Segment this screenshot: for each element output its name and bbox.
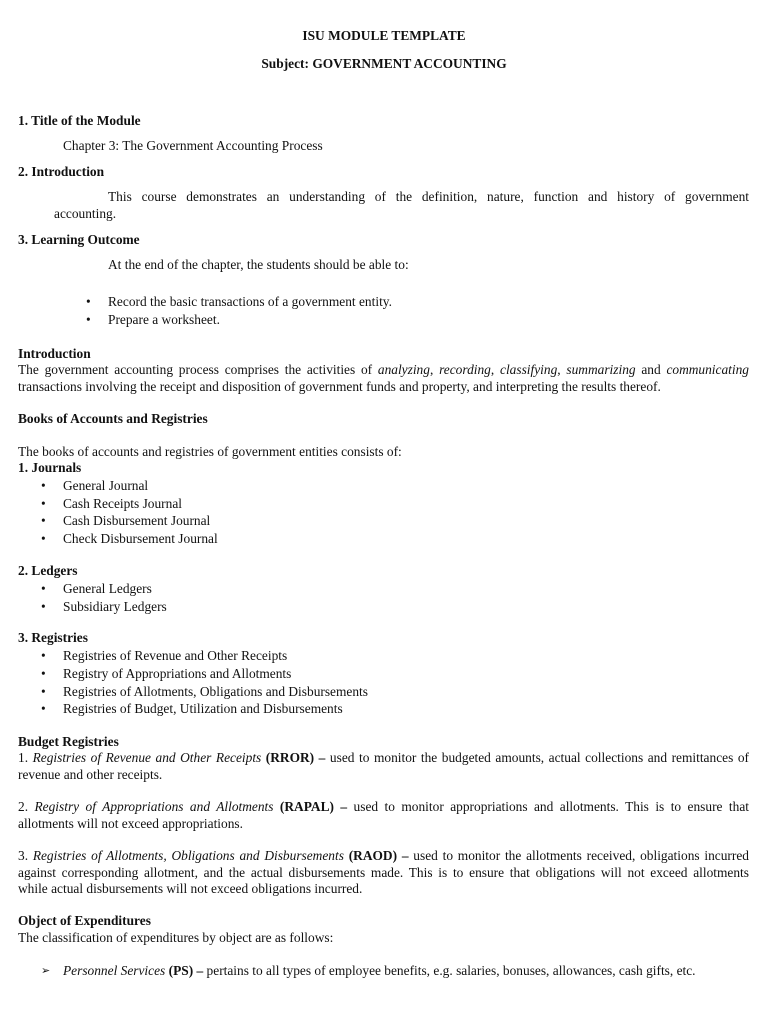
section-outcome-heading: 3. Learning Outcome	[18, 232, 140, 247]
books-lead: The books of accounts and registries of government entities consists of:	[18, 444, 402, 459]
introduction-heading: Introduction	[18, 346, 91, 361]
registry-item: • Registry of Appropriations and Allotments	[41, 666, 292, 681]
registry-item: • Registries of Budget, Utilization and Disbursements	[41, 701, 343, 716]
journals-heading: 1. Journals	[18, 460, 82, 475]
budget-item-3-line-2: against corresponding allotment, and the actual disbursements made. This is to ensure that obligations will not exceed allotments	[18, 865, 749, 880]
bullet-icon: •	[41, 478, 46, 493]
arrow-bullet-icon: ➢	[41, 964, 51, 977]
expenditures-heading: Object of Expenditures	[18, 913, 151, 928]
ledgers-heading: 2. Ledgers	[18, 563, 78, 578]
budget-item-2-line-2: allotments will not exceed appropriations.	[18, 816, 243, 831]
budget-item-1-line-2: revenue and other receipts.	[18, 767, 163, 782]
registry-item: • Registries of Allotments, Obligations and Disbursements	[41, 684, 368, 699]
outcome-lead: At the end of the chapter, the students should be able to:	[108, 257, 409, 272]
bullet-icon: •	[41, 513, 46, 528]
bullet-icon: •	[41, 684, 46, 699]
budget-item-2-line-1: 2. Registry of Appropriations and Allotments (RAPAL) – used to monitor appropriations and allotments. This is to ensure that	[18, 799, 750, 814]
bullet-icon: •	[41, 648, 46, 663]
ledger-item: • Subsidiary Ledgers	[41, 599, 167, 614]
intro-line-1: This course demonstrates an understanding of the definition, nature, function and history of government	[108, 189, 749, 204]
outcome-item: • Prepare a worksheet.	[86, 312, 220, 327]
outcome-item: • Record the basic transactions of a government entity.	[86, 294, 392, 309]
ledger-item: • General Ledgers	[41, 581, 152, 596]
journal-item: • Cash Receipts Journal	[41, 496, 183, 511]
budget-item-1-line-1: 1. Registries of Revenue and Other Receipts (RROR) – used to monitor the budgeted amounts, actual collections and remittances of	[18, 750, 749, 765]
expenditure-item: ➢ Personnel Services (PS) – pertains to all types of employee benefits, e.g. salaries, bonuses, allowances, cash gifts, etc.	[41, 963, 696, 978]
budget-registries-heading: Budget Registries	[18, 734, 119, 749]
section-introduction-heading: 2. Introduction	[18, 164, 105, 179]
budget-item-3-line-1: 3. Registries of Allotments, Obligations and Disbursements (RAOD) – used to monitor the allotments received, obligations incurred	[18, 848, 749, 863]
journal-item: • Cash Disbursement Journal	[41, 513, 211, 528]
intro-line-2: accounting.	[54, 206, 117, 221]
introduction-line-1: The government accounting process comprises the activities of analyzing, recording, classifying, summarizing and communicating	[18, 362, 749, 377]
introduction-line-2: transactions involving the receipt and disposition of government funds and property, and interpreting the results thereof.	[18, 379, 661, 394]
section-title-heading: 1. Title of the Module	[18, 113, 141, 128]
journal-item: • Check Disbursement Journal	[41, 531, 218, 546]
budget-item-3-line-3: while actual disbursements will not exceed obligations incurred.	[18, 881, 363, 896]
bullet-icon: •	[41, 701, 46, 716]
bullet-icon: •	[41, 599, 46, 614]
books-heading: Books of Accounts and Registries	[18, 411, 208, 426]
bullet-icon: •	[41, 666, 46, 681]
registries-heading: 3. Registries	[18, 630, 88, 645]
module-title-text: Chapter 3: The Government Accounting Process	[63, 138, 323, 153]
registry-item: • Registries of Revenue and Other Receipts	[41, 648, 288, 663]
subject-title: Subject: GOVERNMENT ACCOUNTING	[261, 56, 507, 71]
bullet-icon: •	[86, 294, 91, 309]
bullet-icon: •	[41, 581, 46, 596]
journal-item: • General Journal	[41, 478, 149, 493]
bullet-icon: •	[41, 496, 46, 511]
bullet-icon: •	[86, 312, 91, 327]
template-title: ISU MODULE TEMPLATE	[302, 28, 466, 43]
bullet-icon: •	[41, 531, 46, 546]
expenditures-lead: The classification of expenditures by object are as follows:	[18, 930, 334, 945]
